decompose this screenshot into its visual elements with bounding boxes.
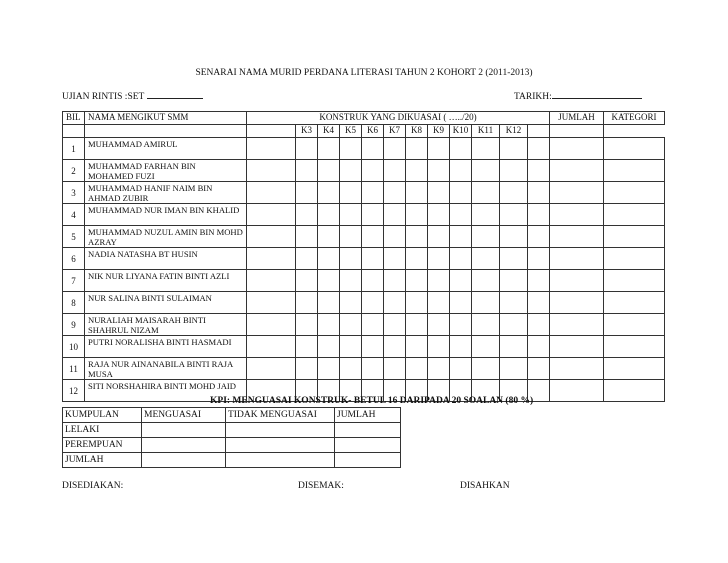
score-cell[interactable]: [450, 248, 472, 270]
student-number: 9: [63, 314, 85, 336]
score-cell[interactable]: [550, 226, 604, 248]
score-cell[interactable]: [340, 270, 362, 292]
student-name: NUR SALINA BINTI SULAIMAN: [85, 292, 247, 314]
page-title: SENARAI NAMA MURID PERDANA LITERASI TAHUN 2 KOHORT 2 (2011-2013): [195, 68, 533, 78]
score-cell[interactable]: [247, 358, 296, 380]
summary-cell[interactable]: [226, 453, 335, 468]
table-row: [63, 204, 665, 226]
construct-code-row: [63, 125, 665, 138]
score-cell[interactable]: [550, 138, 604, 160]
header-total: JUMLAH: [550, 112, 604, 125]
score-cell[interactable]: [472, 314, 500, 336]
student-name: MUHAMMAD NUZUL AMIN BIN MOHD AZRAY: [85, 226, 247, 248]
score-cell[interactable]: [450, 270, 472, 292]
score-cell[interactable]: [500, 226, 528, 248]
score-cell[interactable]: [340, 204, 362, 226]
score-cell[interactable]: [450, 292, 472, 314]
construct-code-k10: K10: [450, 125, 472, 138]
score-cell[interactable]: [604, 358, 665, 380]
score-cell[interactable]: [318, 248, 340, 270]
score-cell[interactable]: [472, 292, 500, 314]
header-construct: KONSTRUK YANG DIKUASAI ( …../20): [247, 112, 550, 125]
header-name: NAMA MENGIKUT SMM: [85, 112, 247, 125]
score-cell[interactable]: [604, 336, 665, 358]
score-cell[interactable]: [428, 248, 450, 270]
score-cell[interactable]: [247, 226, 296, 248]
score-cell[interactable]: [296, 204, 318, 226]
score-cell[interactable]: [247, 292, 296, 314]
score-cell[interactable]: [340, 358, 362, 380]
prepared-by-label: DISEDIAKAN:: [62, 481, 124, 491]
score-cell[interactable]: [406, 226, 428, 248]
score-cell[interactable]: [340, 292, 362, 314]
score-cell[interactable]: [528, 270, 550, 292]
score-cell[interactable]: [472, 204, 500, 226]
score-cell[interactable]: [362, 204, 384, 226]
table-row: [63, 160, 665, 182]
score-cell[interactable]: [550, 314, 604, 336]
score-cell[interactable]: [528, 182, 550, 204]
student-name: MUHAMMAD HANIF NAIM BIN AHMAD ZUBIR: [85, 182, 247, 204]
checked-by-label: DISEMAK:: [298, 481, 344, 491]
summary-row: [63, 423, 401, 438]
score-cell[interactable]: [604, 226, 665, 248]
date-label: TARIKH:: [514, 92, 552, 102]
score-cell[interactable]: [550, 160, 604, 182]
score-cell[interactable]: [384, 314, 406, 336]
score-cell[interactable]: [604, 314, 665, 336]
summary-row-label: PEREMPUAN: [63, 438, 142, 453]
score-cell[interactable]: [384, 358, 406, 380]
score-cell[interactable]: [406, 160, 428, 182]
score-cell[interactable]: [296, 248, 318, 270]
score-cell[interactable]: [362, 182, 384, 204]
score-cell[interactable]: [528, 292, 550, 314]
score-cell[interactable]: [500, 182, 528, 204]
score-cell[interactable]: [450, 138, 472, 160]
table-row: [63, 270, 665, 292]
score-cell[interactable]: [296, 336, 318, 358]
score-cell[interactable]: [340, 138, 362, 160]
table-row: [63, 314, 665, 336]
score-cell[interactable]: [247, 182, 296, 204]
construct-code-k9: K9: [428, 125, 450, 138]
score-cell[interactable]: [528, 314, 550, 336]
score-cell[interactable]: [500, 314, 528, 336]
score-cell[interactable]: [340, 336, 362, 358]
score-cell[interactable]: [247, 160, 296, 182]
score-cell[interactable]: [550, 182, 604, 204]
score-cell[interactable]: [318, 270, 340, 292]
construct-code-k8: K8: [406, 125, 428, 138]
score-cell[interactable]: [604, 182, 665, 204]
score-cell[interactable]: [528, 138, 550, 160]
score-cell[interactable]: [318, 160, 340, 182]
score-cell[interactable]: [528, 248, 550, 270]
score-cell[interactable]: [550, 292, 604, 314]
score-cell[interactable]: [296, 182, 318, 204]
score-cell[interactable]: [362, 160, 384, 182]
construct-code-k6: K6: [362, 125, 384, 138]
score-cell[interactable]: [500, 248, 528, 270]
score-cell[interactable]: [384, 182, 406, 204]
score-cell[interactable]: [384, 160, 406, 182]
summary-row: [63, 438, 401, 453]
summary-cell[interactable]: [335, 438, 401, 453]
student-number: 4: [63, 204, 85, 226]
score-cell[interactable]: [428, 160, 450, 182]
score-cell[interactable]: [604, 248, 665, 270]
table-row: [63, 336, 665, 358]
score-cell[interactable]: [406, 336, 428, 358]
student-number: 7: [63, 270, 85, 292]
score-cell[interactable]: [500, 358, 528, 380]
student-name: PUTRI NORALISHA BINTI HASMADI: [85, 336, 247, 358]
student-number: 3: [63, 182, 85, 204]
score-cell[interactable]: [318, 292, 340, 314]
score-cell[interactable]: [500, 270, 528, 292]
score-cell[interactable]: [528, 358, 550, 380]
score-cell[interactable]: [296, 314, 318, 336]
score-cell[interactable]: [472, 270, 500, 292]
score-cell[interactable]: [604, 270, 665, 292]
table-row: [63, 248, 665, 270]
score-cell[interactable]: [340, 182, 362, 204]
table-row: [63, 226, 665, 248]
score-cell[interactable]: [450, 314, 472, 336]
score-cell[interactable]: [384, 270, 406, 292]
score-cell[interactable]: [384, 226, 406, 248]
construct-code-k4: K4: [318, 125, 340, 138]
score-cell[interactable]: [340, 248, 362, 270]
score-cell[interactable]: [428, 336, 450, 358]
summary-cell[interactable]: [226, 438, 335, 453]
score-cell[interactable]: [318, 336, 340, 358]
score-cell[interactable]: [428, 358, 450, 380]
score-cell[interactable]: [362, 248, 384, 270]
score-cell[interactable]: [296, 160, 318, 182]
score-cell[interactable]: [340, 160, 362, 182]
student-number: 6: [63, 248, 85, 270]
student-name: MUHAMMAD AMIRUL: [85, 138, 247, 160]
score-cell[interactable]: [500, 336, 528, 358]
score-cell[interactable]: [528, 226, 550, 248]
construct-code-k12: K12: [500, 125, 528, 138]
student-name: NIK NUR LIYANA FATIN BINTI AZLI: [85, 270, 247, 292]
score-cell[interactable]: [318, 226, 340, 248]
student-number: 12: [63, 380, 85, 402]
score-cell[interactable]: [384, 204, 406, 226]
student-name: NURALIAH MAISARAH BINTI SHAHRUL NIZAM: [85, 314, 247, 336]
construct-code-k11: K11: [472, 125, 500, 138]
score-cell[interactable]: [450, 160, 472, 182]
score-cell[interactable]: [384, 138, 406, 160]
summary-row: [63, 453, 401, 468]
summary-header: TIDAK MENGUASAI: [226, 408, 335, 423]
score-cell[interactable]: [428, 204, 450, 226]
score-cell[interactable]: [384, 292, 406, 314]
score-cell[interactable]: [406, 270, 428, 292]
score-cell[interactable]: [296, 226, 318, 248]
score-cell[interactable]: [604, 292, 665, 314]
score-cell[interactable]: [472, 138, 500, 160]
approved-by-label: DISAHKAN: [460, 481, 510, 491]
student-name: NADIA NATASHA BT HUSIN: [85, 248, 247, 270]
score-cell[interactable]: [450, 358, 472, 380]
score-cell[interactable]: [296, 358, 318, 380]
score-cell[interactable]: [472, 160, 500, 182]
score-cell[interactable]: [406, 292, 428, 314]
score-cell[interactable]: [550, 336, 604, 358]
score-cell[interactable]: [550, 248, 604, 270]
exam-set-blank[interactable]: [147, 89, 203, 99]
score-cell[interactable]: [362, 270, 384, 292]
student-name: RAJA NUR AINANABILA BINTI RAJA MUSA: [85, 358, 247, 380]
table-row: [63, 182, 665, 204]
score-cell[interactable]: [247, 248, 296, 270]
student-number: 2: [63, 160, 85, 182]
summary-cell[interactable]: [142, 423, 226, 438]
summary-cell[interactable]: [335, 453, 401, 468]
score-cell[interactable]: [428, 292, 450, 314]
summary-header: KUMPULAN: [63, 408, 142, 423]
score-cell[interactable]: [296, 270, 318, 292]
score-cell[interactable]: [247, 314, 296, 336]
score-cell[interactable]: [472, 358, 500, 380]
score-cell[interactable]: [406, 314, 428, 336]
score-cell[interactable]: [528, 336, 550, 358]
summary-table: [62, 407, 401, 468]
student-number: 5: [63, 226, 85, 248]
score-cell[interactable]: [318, 314, 340, 336]
score-cell[interactable]: [500, 160, 528, 182]
score-cell[interactable]: [450, 182, 472, 204]
summary-cell[interactable]: [226, 423, 335, 438]
score-cell[interactable]: [500, 138, 528, 160]
table-header-row: [63, 112, 665, 125]
score-cell[interactable]: [428, 270, 450, 292]
score-cell[interactable]: [450, 226, 472, 248]
exam-set-line: [62, 89, 203, 102]
score-cell[interactable]: [318, 204, 340, 226]
score-cell[interactable]: [604, 138, 665, 160]
score-cell[interactable]: [318, 138, 340, 160]
summary-cell[interactable]: [142, 438, 226, 453]
score-cell[interactable]: [428, 182, 450, 204]
score-cell[interactable]: [384, 336, 406, 358]
kpi-statement: KPI: MENGUASAI KONSTRUK- BETUL 16 DARIPADA 20 SOALAN (80 %): [210, 396, 534, 406]
score-cell[interactable]: [247, 204, 296, 226]
score-cell[interactable]: [604, 160, 665, 182]
score-cell[interactable]: [472, 182, 500, 204]
student-name: MUHAMMAD NUR IMAN BIN KHALID: [85, 204, 247, 226]
score-cell[interactable]: [406, 182, 428, 204]
score-cell[interactable]: [472, 336, 500, 358]
header-category: KATEGORI: [604, 112, 665, 125]
score-cell[interactable]: [247, 336, 296, 358]
score-cell[interactable]: [450, 336, 472, 358]
student-number: 11: [63, 358, 85, 380]
score-cell[interactable]: [550, 270, 604, 292]
date-blank[interactable]: [552, 89, 642, 99]
score-cell[interactable]: [450, 204, 472, 226]
score-cell[interactable]: [406, 204, 428, 226]
construct-code-k7: K7: [384, 125, 406, 138]
score-cell[interactable]: [406, 248, 428, 270]
score-cell[interactable]: [296, 138, 318, 160]
score-cell[interactable]: [362, 336, 384, 358]
summary-row-label: LELAKI: [63, 423, 142, 438]
score-cell[interactable]: [500, 204, 528, 226]
table-row: [63, 358, 665, 380]
summary-header: MENGUASAI: [142, 408, 226, 423]
score-cell[interactable]: [428, 226, 450, 248]
student-name: SITI NORSHAHIRA BINTI MOHD JAID: [85, 380, 247, 402]
summary-header-row: [63, 408, 401, 423]
score-cell[interactable]: [406, 358, 428, 380]
score-cell[interactable]: [247, 270, 296, 292]
score-cell[interactable]: [528, 160, 550, 182]
score-cell[interactable]: [472, 226, 500, 248]
student-number: 10: [63, 336, 85, 358]
summary-header: JUMLAH: [335, 408, 401, 423]
score-cell[interactable]: [428, 314, 450, 336]
score-cell[interactable]: [550, 358, 604, 380]
score-cell[interactable]: [406, 138, 428, 160]
score-cell[interactable]: [247, 138, 296, 160]
score-cell[interactable]: [604, 204, 665, 226]
score-cell[interactable]: [318, 358, 340, 380]
student-construct-table: [62, 111, 665, 402]
score-cell[interactable]: [528, 204, 550, 226]
score-cell[interactable]: [362, 358, 384, 380]
header-bil: BIL: [63, 112, 85, 125]
score-cell[interactable]: [428, 138, 450, 160]
score-cell[interactable]: [362, 138, 384, 160]
table-row: [63, 138, 665, 160]
date-line: [514, 89, 642, 102]
score-cell[interactable]: [550, 380, 604, 402]
score-cell[interactable]: [500, 292, 528, 314]
student-number: 8: [63, 292, 85, 314]
student-number: 1: [63, 138, 85, 160]
score-cell[interactable]: [604, 380, 665, 402]
score-cell[interactable]: [384, 248, 406, 270]
score-cell[interactable]: [318, 182, 340, 204]
score-cell[interactable]: [340, 314, 362, 336]
construct-code-k3: K3: [296, 125, 318, 138]
score-cell[interactable]: [362, 314, 384, 336]
score-cell[interactable]: [362, 292, 384, 314]
construct-code-k5: K5: [340, 125, 362, 138]
summary-cell[interactable]: [142, 453, 226, 468]
score-cell[interactable]: [296, 292, 318, 314]
summary-cell[interactable]: [335, 423, 401, 438]
student-name: MUHAMMAD FARHAN BIN MOHAMED FUZI: [85, 160, 247, 182]
summary-row-label: JUMLAH: [63, 453, 142, 468]
table-row: [63, 292, 665, 314]
score-cell[interactable]: [340, 226, 362, 248]
exam-set-label: UJIAN RINTIS :SET: [62, 92, 145, 102]
score-cell[interactable]: [550, 204, 604, 226]
score-cell[interactable]: [472, 248, 500, 270]
score-cell[interactable]: [362, 226, 384, 248]
